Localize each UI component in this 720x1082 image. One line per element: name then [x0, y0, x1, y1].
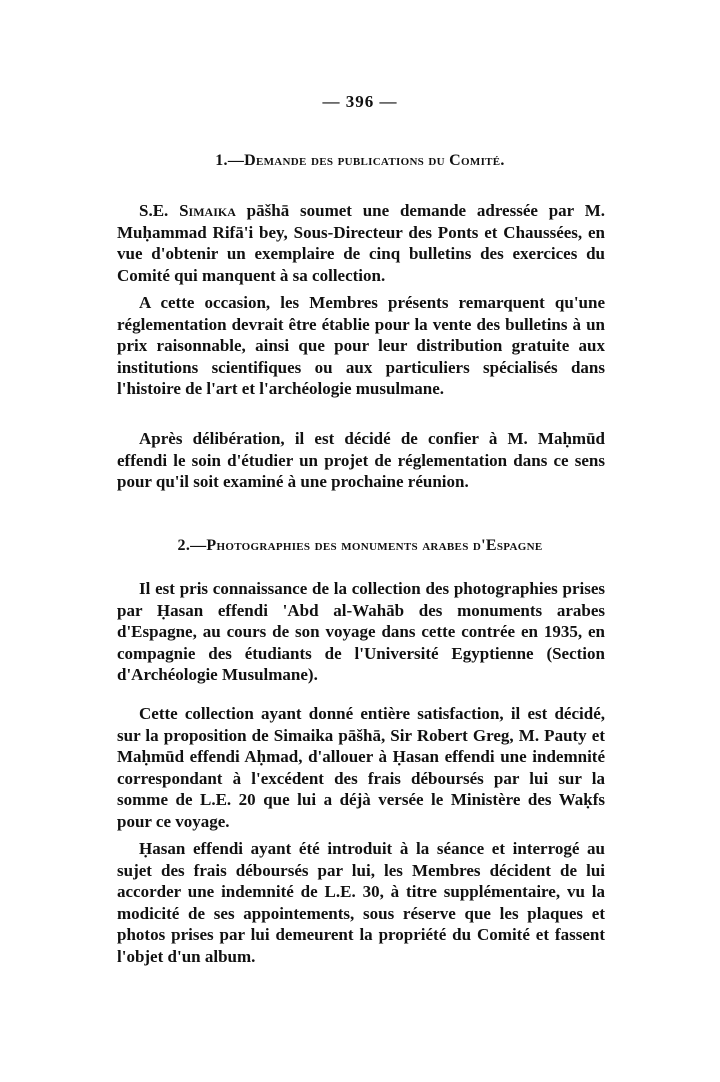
page-number: — 396 —	[322, 92, 398, 111]
section-2-heading: 2.—Photographies des monuments arabes d'Espagne	[177, 537, 543, 554]
section-2-paragraph-2: Cette collection ayant donné entière satisfaction, il est décidé, sur la proposition de Simaika pāšhā, Sir Robert Greg, M. Pauty et Maḥmūd effendi Aḥmad, d'allouer à Ḥasan effendi une indemnité correspondant à l'excédent des frais déboursés par lui sur la somme de L.E. 20 que lui a déjà versée le Ministère des Waḳfs pour ce voyage.	[117, 704, 605, 831]
section-1-paragraph-3: Après délibération, il est décidé de confier à M. Maḥmūd effendi le soin d'étudier un projet de réglementation dans ce sens pour qu'il soit examiné à une prochaine réunion.	[117, 429, 605, 492]
paragraph-text: pāšhā soumet une demande adressée par M. Muḥammad Rifā'i bey, Sous-Directeur des Ponts et Chaussées, en vue d'obtenir un exemplaire de cinq bulletins des exercices du Comité qui manquent à sa collection.	[117, 201, 605, 285]
section-1-paragraph-2: A cette occasion, les Membres présents remarquent qu'une réglementation devrait être établie pour la vente des bulletins à un prix raisonnable, ainsi que pour leur distribution gratuite aux institutions scientifiques ou aux particuliers spécialisés dans l'histoire de l'art et l'archéologie musulmane.	[117, 293, 605, 399]
section-1-heading: 1.—Demande des publications du Comité.	[215, 152, 505, 169]
paragraph-prefix: S.E.	[139, 201, 180, 220]
section-1-paragraph-1	[117, 200, 605, 286]
section-2-paragraph-1: Il est pris connaissance de la collection des photographies prises par Ḥasan effendi 'Abd al-Wahāb des monuments arabes d'Espagne, au cours de son voyage dans cette contrée en 1935, en compagnie des étudiants de l'Université Egyptienne (Section d'Archéologie Musulmane).	[117, 579, 605, 685]
person-name: Simaika	[179, 201, 236, 220]
section-2-paragraph-3: Ḥasan effendi ayant été introduit à la séance et interrogé au sujet des frais déboursés par lui, les Membres décident de lui accorder une indemnité de L.E. 30, à titre supplémentaire, vu la modicité de ses appointements, sous réserve que les plaques et photos prises par lui demeurent la propriété du Comité et fassent l'objet d'un album.	[117, 839, 605, 966]
